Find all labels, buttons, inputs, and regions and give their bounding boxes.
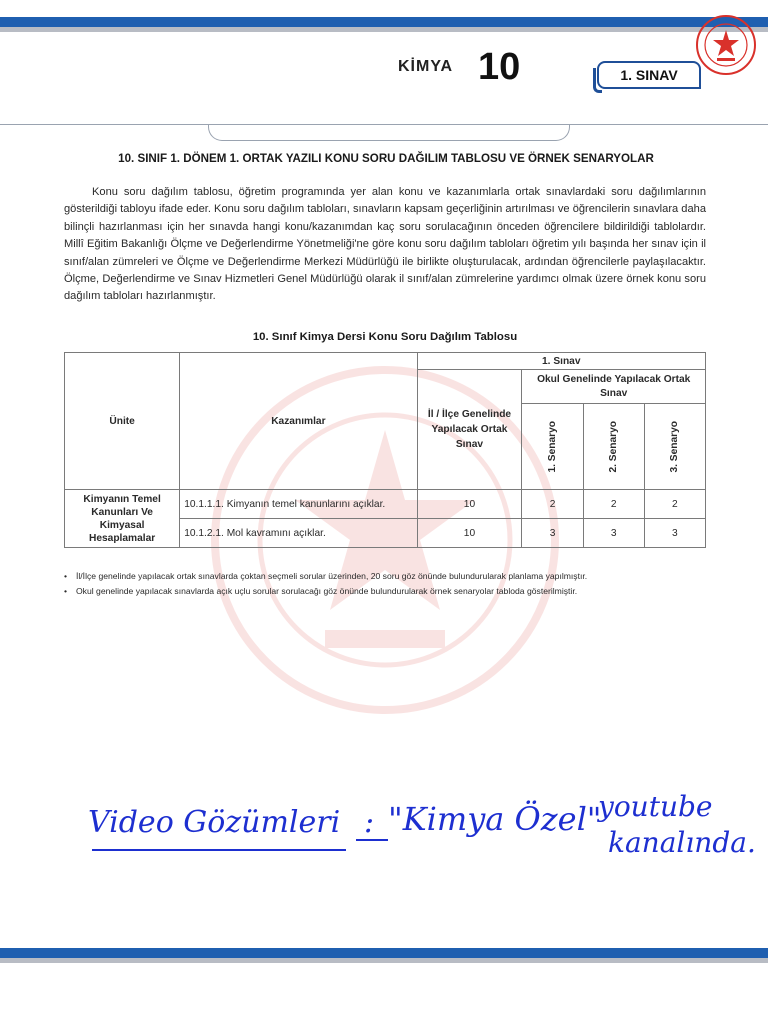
note-item: • İl/İlçe genelinde yapılacak ortak sınavlarda çoktan seçmeli sorular üzerinden, 20 soru göz önünde bulundurularak planlama yapılmıştır. [64, 569, 724, 584]
top-blue-band [0, 17, 768, 27]
handwritten-middle: "Kimya Özel" [388, 800, 602, 838]
header-scenario-1: 1. Senaryo [522, 404, 583, 490]
outcome-cell: 10.1.1.1. Kimyanın temel kanunlarını açıklar. [180, 490, 417, 519]
province-count-cell: 10 [417, 490, 522, 519]
scenario-1-cell: 3 [522, 519, 583, 548]
header-school: Okul Genelinde Yapılacak Ortak Sınav [522, 370, 706, 404]
bottom-blue-band [0, 948, 768, 958]
handwritten-right-top: youtube [598, 790, 713, 823]
note-item: • Okul genelinde yapılacak sınavlarda açık uçlu sorular sorulacağı göz önünde bulundurularak örnek senaryolar tabloda gösterilmiştir. [64, 584, 724, 599]
bottom-gray-band [0, 958, 768, 963]
intro-paragraph: Konu soru dağılım tablosu, öğretim programında yer alan konu ve kazanımlarla ortak sınavlardaki soru dağılımlarının gösterildiği tabloyu ifade eder. Konu soru dağılım tabloları, sınavların kapsam geçerliğinin artırılması ve öğrencilerin sınavlara daha bilinçli hazırlanması için her sınavda hangi konu/kazanımdan kaç soru sorulacağının önceden öğrencilere bildirildiği tablolardır. Millî Eğitim Bakanlığı Ölçme ve Değerlendirme Yönetmeliği'ne göre konu soru dağılım tabloları öğretim yılı başında her sınav için il sınıf/alan zümreleri ve Ölçme ve Değerlendirme Merkezi Müdürlüğü ile birlikte oluşturulacak, ardından öğrencilerle paylaşılacaktır. Ölçme, Değerlendirme ve Sınav Hizmetleri Genel Müdürlüğü olarak il sınıf/alan zümrelerine yardımcı olmak üzere örnek konu soru dağılım tabloları hazırlanmıştır. [64, 186, 706, 303]
notes-list [64, 569, 724, 599]
scenario-2-cell: 2 [583, 490, 644, 519]
table-title: 10. Sınıf Kimya Dersi Konu Soru Dağılım Tablosu [252, 331, 518, 343]
header-exam: 1. Sınav [417, 353, 705, 370]
outcome-cell: 10.1.2.1. Mol kavramını açıklar. [180, 519, 417, 548]
scenario-3-cell: 3 [644, 519, 705, 548]
subject-label: KİMYA [398, 58, 454, 75]
ministry-logo-icon [695, 14, 757, 76]
scenario-2-cell: 3 [583, 519, 644, 548]
header-tab-shape [208, 124, 570, 141]
header-scenario-2: 2. Senaryo [583, 404, 644, 490]
top-gray-band [0, 27, 768, 32]
scenario-3-cell: 2 [644, 490, 705, 519]
handwritten-colon: : [364, 805, 375, 840]
handwritten-left: Video Gözümleri [88, 805, 341, 840]
exam-badge: 1. SINAV [597, 61, 701, 89]
header-scenario-3: 3. Senaryo [644, 404, 705, 490]
header-province: İl / İlçe Genelinde Yapılacak Ortak Sınav [417, 370, 522, 490]
handwritten-right-bottom: kanalında. [608, 826, 756, 859]
table-row [65, 490, 706, 519]
distribution-table [64, 352, 706, 548]
province-count-cell: 10 [417, 519, 522, 548]
handwritten-note [88, 770, 758, 870]
document-title: 10. SINIF 1. DÖNEM 1. ORTAK YAZILI KONU SORU DAĞILIM TABLOSU VE ÖRNEK SENARYOLAR [118, 152, 654, 165]
header-unit: Ünite [65, 353, 180, 490]
grade-number: 10 [478, 46, 521, 88]
unit-name-cell: Kimyanın Temel Kanunları Ve Kimyasal Hesaplamalar [65, 490, 180, 548]
header-outcomes: Kazanımlar [180, 353, 417, 490]
scenario-1-cell: 2 [522, 490, 583, 519]
